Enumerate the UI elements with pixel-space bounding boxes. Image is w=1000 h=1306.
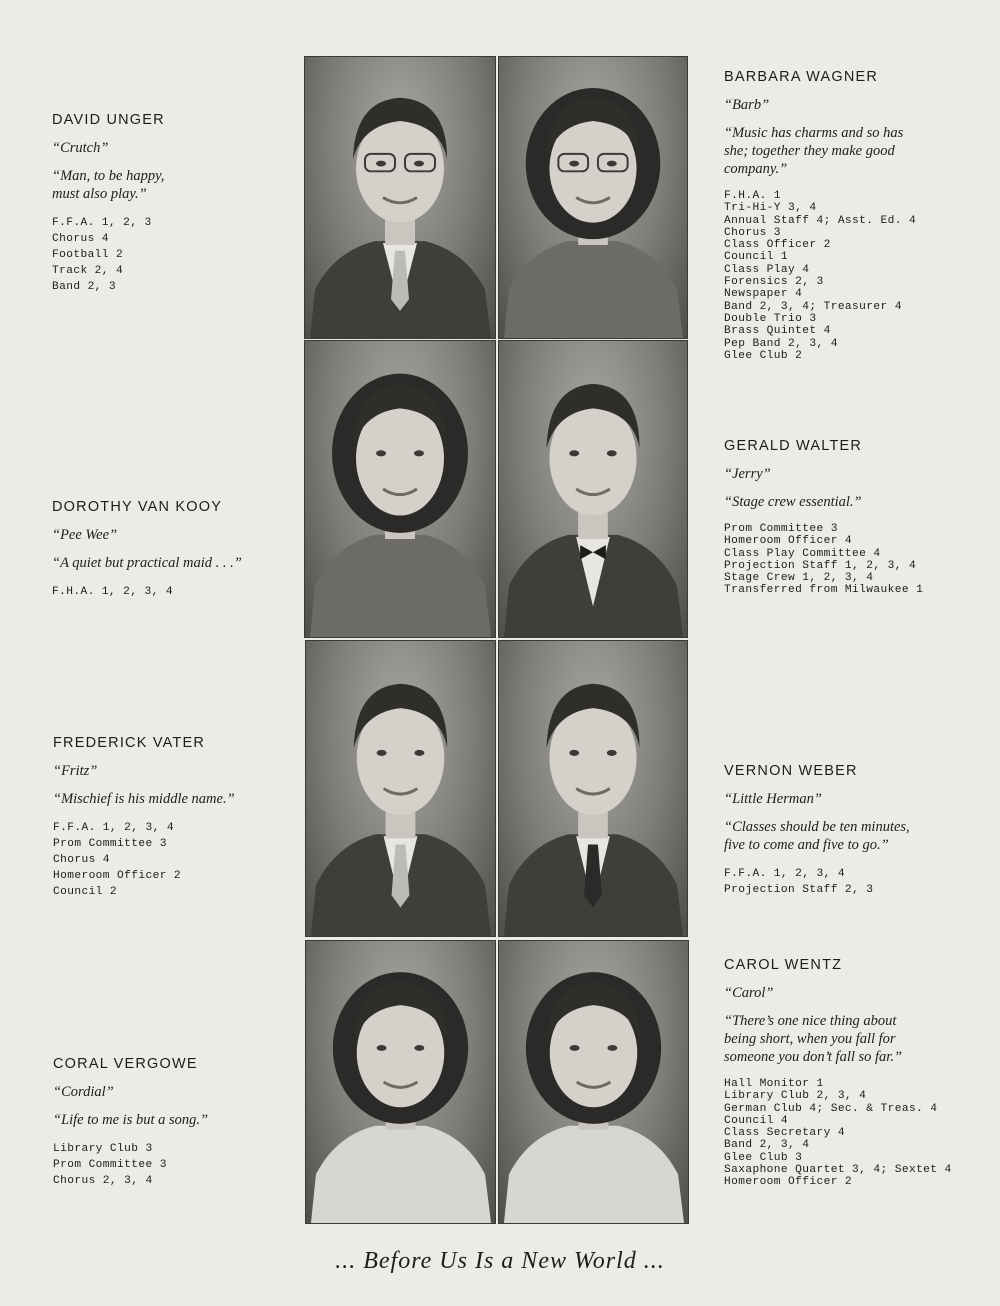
activity-item: Library Club 3: [53, 1143, 153, 1155]
portrait-photo-wagner: [498, 56, 688, 339]
student-entry-unger: [52, 111, 292, 295]
student-name: BARBARA WAGNER: [724, 69, 879, 85]
activity-item: F.F.A. 1, 2, 3, 4: [53, 822, 174, 834]
student-entry-vankooy: [52, 498, 292, 600]
activity-item: Homeroom Officer 4: [724, 535, 853, 548]
activity-list: [53, 1141, 293, 1189]
student-nickname: “Fritz”: [53, 763, 98, 779]
activity-item: Band 2, 3, 4; Treasurer 4: [724, 300, 902, 313]
student-nickname: “Crutch”: [52, 140, 109, 156]
portrait-photo-vater: [305, 640, 496, 937]
portrait-silhouette: [305, 57, 495, 338]
activity-item: Glee Club 3: [724, 1151, 803, 1164]
activity-item: Annual Staff 4; Asst. Ed. 4: [724, 214, 917, 227]
portrait-photo-weber: [498, 640, 688, 937]
student-entry-walter: [724, 437, 994, 597]
activity-item: Stage Crew 1, 2, 3, 4: [724, 572, 874, 585]
activity-item: Prom Committee 3: [724, 523, 838, 535]
activity-item: German Club 4; Sec. & Treas. 4: [724, 1102, 938, 1115]
student-name: CORAL VERGOWE: [53, 1056, 198, 1072]
portrait-silhouette: [499, 57, 687, 338]
student-quote: “Man, to be happy, must also play.”: [52, 168, 165, 202]
portrait-photo-walter: [498, 340, 688, 638]
activity-item: Football 2: [52, 249, 124, 261]
portrait-photo-unger: [304, 56, 496, 339]
activity-item: Class Play 4: [724, 263, 810, 276]
page-footer-caption: ... Before Us Is a New World ...: [335, 1248, 665, 1274]
activity-item: Newspaper 4: [724, 288, 803, 301]
activity-item: Hall Monitor 1: [724, 1078, 824, 1090]
portrait-photo-vankooy: [304, 340, 496, 638]
portrait-photo-vergowe: [305, 940, 496, 1224]
activity-item: Class Officer 2: [724, 239, 831, 252]
student-nickname: “Carol”: [724, 985, 774, 1001]
activity-item: Council 1: [724, 251, 789, 264]
activity-item: Brass Quintet 4: [724, 325, 831, 338]
student-quote: “Stage crew essential.”: [724, 494, 862, 510]
activity-item: Prom Committee 3: [53, 838, 167, 850]
activity-item: F.F.A. 1, 2, 3: [52, 217, 152, 229]
activity-item: Saxaphone Quartet 3, 4; Sextet 4: [724, 1164, 952, 1177]
activity-item: F.H.A. 1, 2, 3, 4: [52, 586, 173, 598]
activity-item: Pep Band 2, 3, 4: [724, 337, 838, 350]
student-nickname: “Jerry”: [724, 466, 771, 482]
student-quote: “A quiet but practical maid . . .”: [52, 555, 242, 571]
activity-item: Chorus 2, 3, 4: [53, 1175, 153, 1187]
activity-item: Projection Staff 1, 2, 3, 4: [724, 559, 917, 572]
student-entry-vater: [53, 734, 293, 900]
portrait-silhouette: [499, 941, 688, 1223]
activity-item: Projection Staff 2, 3: [724, 884, 874, 896]
student-nickname: “Pee Wee”: [52, 527, 118, 543]
activity-item: Class Play Committee 4: [724, 547, 881, 560]
student-entry-wentz: [724, 956, 994, 1189]
activity-item: Prom Committee 3: [53, 1159, 167, 1171]
student-name: CAROL WENTZ: [724, 957, 843, 973]
activity-item: F.F.A. 1, 2, 3, 4: [724, 868, 845, 880]
student-quote: “Life to me is but a song.”: [53, 1112, 209, 1128]
activity-list: [724, 1078, 994, 1189]
activity-item: Homeroom Officer 2: [53, 870, 182, 882]
student-name: DAVID UNGER: [52, 112, 165, 128]
student-quote: “Classes should be ten minutes, five to come and five to go.”: [724, 819, 910, 853]
student-entry-vergowe: [53, 1055, 293, 1189]
activity-item: Forensics 2, 3: [724, 276, 824, 289]
activity-item: Band 2, 3, 4: [724, 1139, 810, 1152]
activity-list: [724, 190, 994, 362]
portrait-photo-wentz: [498, 940, 689, 1224]
portrait-silhouette: [306, 941, 495, 1223]
activity-item: F.H.A. 1: [724, 190, 781, 202]
activity-list: [724, 523, 994, 597]
student-nickname: “Cordial”: [53, 1084, 114, 1100]
activity-item: Band 2, 3: [52, 281, 117, 293]
student-name: VERNON WEBER: [724, 763, 858, 779]
activity-item: Track 2, 4: [52, 265, 124, 277]
student-entry-wagner: [724, 68, 994, 362]
activity-item: Chorus 4: [52, 233, 109, 245]
activity-item: Class Secretary 4: [724, 1127, 845, 1140]
activity-item: Transferred from Milwaukee 1: [724, 584, 924, 597]
student-name: GERALD WALTER: [724, 438, 863, 454]
activity-list: [52, 584, 292, 600]
activity-item: Homeroom Officer 2: [724, 1176, 853, 1189]
activity-list: [724, 866, 994, 898]
student-quote: “Music has charms and so has she; together they make good company.”: [724, 125, 904, 177]
portrait-silhouette: [305, 341, 495, 637]
activity-item: Council 4: [724, 1114, 789, 1127]
activity-item: Tri-Hi-Y 3, 4: [724, 202, 817, 215]
student-nickname: “Little Herman”: [724, 791, 822, 807]
student-quote: “There’s one nice thing about being short, when you fall for someone you don’t fall so far.”: [724, 1013, 903, 1065]
activity-item: Double Trio 3: [724, 312, 817, 325]
student-nickname: “Barb”: [724, 97, 770, 113]
student-entry-weber: [724, 762, 994, 898]
activity-list: [52, 215, 292, 295]
portrait-silhouette: [306, 641, 495, 936]
activity-item: Glee Club 2: [724, 349, 803, 362]
student-quote: “Mischief is his middle name.”: [53, 791, 235, 807]
activity-list: [53, 820, 293, 900]
activity-item: Chorus 3: [724, 226, 781, 239]
student-name: DOROTHY VAN KOOY: [52, 499, 223, 515]
student-name: FREDERICK VATER: [53, 735, 206, 751]
portrait-silhouette: [499, 641, 687, 936]
activity-item: Council 2: [53, 886, 118, 898]
activity-item: Library Club 2, 3, 4: [724, 1090, 867, 1103]
activity-item: Chorus 4: [53, 854, 110, 866]
portrait-silhouette: [499, 341, 687, 637]
